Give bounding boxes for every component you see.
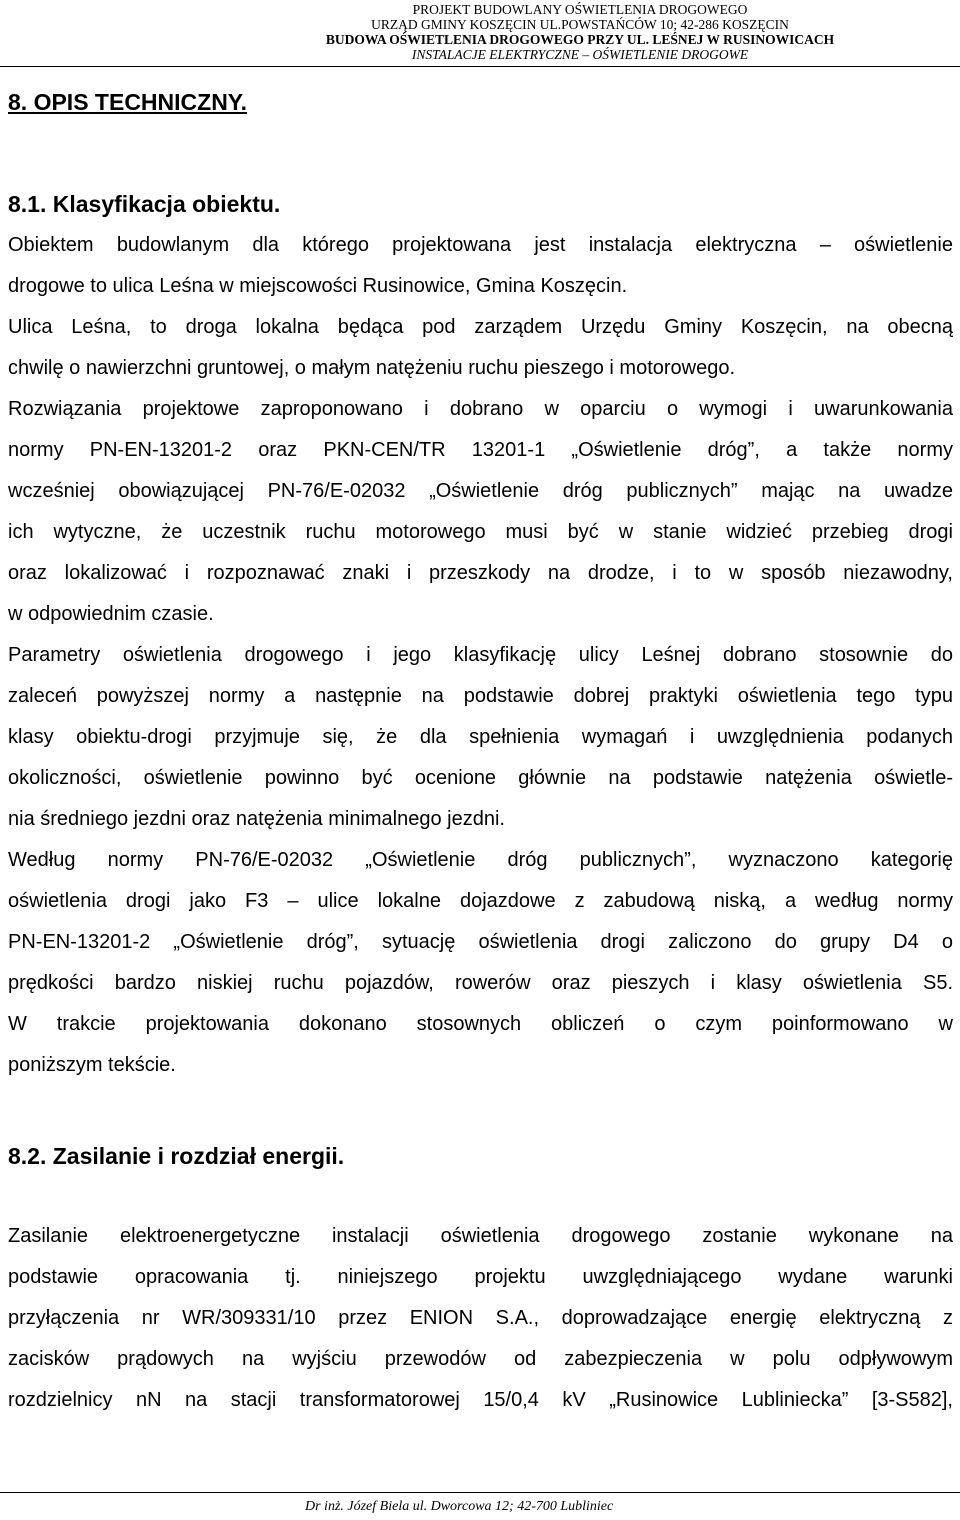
text-line: Według normy PN-76/E-02032 „Oświetlenie dróg publicznych”, wyznaczono kategorię: [8, 849, 953, 871]
text-line: poniższym tekście.: [8, 1054, 176, 1076]
text-line: przyłączenia nr WR/309331/10 przez ENION S.A., doprowadzające energię elektryczną z: [8, 1307, 953, 1329]
page-header: [0, 0, 960, 67]
subsection-heading-power-supply: 8.2. Zasilanie i rozdział energii.: [8, 1143, 345, 1169]
text-line: drogowe to ulica Leśna w miejscowości Rusinowice, Gmina Koszęcin.: [8, 275, 628, 297]
page-footer: [0, 1492, 960, 1520]
text-line: Rozwiązania projektowe zaproponowano i dobrano w oparciu o wymogi i uwarunkowania: [8, 398, 953, 420]
text-line: oświetlenia drogi jako F3 – ulice lokalne dojazdowe z zabudową niską, a według normy: [8, 890, 953, 912]
text-line: ich wytyczne, że uczestnik ruchu motorowego musi być w stanie widzieć przebieg drogi: [8, 521, 953, 543]
header-line-project: PROJEKT BUDOWLANY OŚWIETLENIA DROGOWEGO: [412, 2, 748, 17]
text-line: W trakcie projektowania dokonano stosownych obliczeń o czym poinformowano w: [8, 1013, 953, 1035]
text-line: Zasilanie elektroenergetyczne instalacji oświetlenia drogowego zostanie wykonane na: [8, 1225, 953, 1247]
text-line: klasy obiektu-drogi przyjmuje się, że dla spełnienia wymagań i uwzględnienia podanych: [8, 726, 953, 748]
text-line: zaleceń powyższej normy a następnie na podstawie dobrej praktyki oświetlenia tego typu: [8, 685, 953, 707]
text-line: podstawie opracowania tj. niniejszego projektu uwzględniającego wydane warunki: [8, 1266, 953, 1288]
text-line: normy PN-EN-13201-2 oraz PKN-CEN/TR 13201-1 „Oświetlenie dróg”, a także normy: [8, 439, 953, 461]
text-line: Parametry oświetlenia drogowego i jego klasyfikację ulicy Leśnej dobrano stosownie do: [8, 644, 953, 666]
subsection-heading-classification: 8.1. Klasyfikacja obiektu.: [8, 191, 281, 217]
text-line: rozdzielnicy nN na stacji transformatorowej 15/0,4 kV „Rusinowice Lubliniecka” [3-S582],: [8, 1389, 953, 1411]
text-line: zacisków prądowych na wyjściu przewodów od zabezpieczenia w polu odpływowym: [8, 1348, 953, 1370]
text-line: nia średniego jezdni oraz natężenia minimalnego jezdni.: [8, 808, 505, 830]
classification-body: [8, 225, 953, 1086]
text-line: PN-EN-13201-2 „Oświetlenie dróg”, sytuację oświetlenia drogi zaliczono do grupy D4 o: [8, 931, 953, 953]
section-title: 8. OPIS TECHNICZNY.: [8, 89, 247, 115]
header-line-branch: INSTALACJE ELEKTRYCZNE – OŚWIETLENIE DROGOWE: [411, 47, 749, 62]
text-line: w odpowiednim czasie.: [8, 603, 214, 625]
text-line: prędkości bardzo niskiej ruchu pojazdów, rowerów oraz pieszych i klasy oświetlenia S5.: [8, 972, 953, 994]
text-line: Obiektem budowlanym dla którego projektowana jest instalacja elektryczna – oświetlenie: [8, 234, 953, 256]
text-line: oraz lokalizować i rozpoznawać znaki i przeszkody na drodze, i to w sposób niezawodny,: [8, 562, 953, 584]
footer-author: Dr inż. Józef Biela ul. Dworcowa 12; 42-700 Lubliniec: [305, 1499, 614, 1514]
text-line: okoliczności, oświetlenie powinno być ocenione głównie na podstawie natężenia oświetle-: [8, 767, 953, 789]
header-line-investor: URZĄD GMINY KOSZĘCIN UL.POWSTAŃCÓW 10; 42-286 KOSZĘCIN: [371, 17, 789, 32]
header-line-title: BUDOWA OŚWIETLENIA DROGOWEGO PRZY UL. LEŚNEJ W RUSINOWICACH: [325, 32, 835, 47]
text-line: Ulica Leśna, to droga lokalna będąca pod zarządem Urzędu Gminy Koszęcin, na obecną: [8, 316, 953, 338]
power-supply-body: [8, 1216, 953, 1421]
text-line: wcześniej obowiązującej PN-76/E-02032 „Oświetlenie dróg publicznych” mając na uwadze: [8, 480, 953, 502]
text-line: chwilę o nawierzchni gruntowej, o małym natężeniu ruchu pieszego i motorowego.: [8, 357, 736, 379]
